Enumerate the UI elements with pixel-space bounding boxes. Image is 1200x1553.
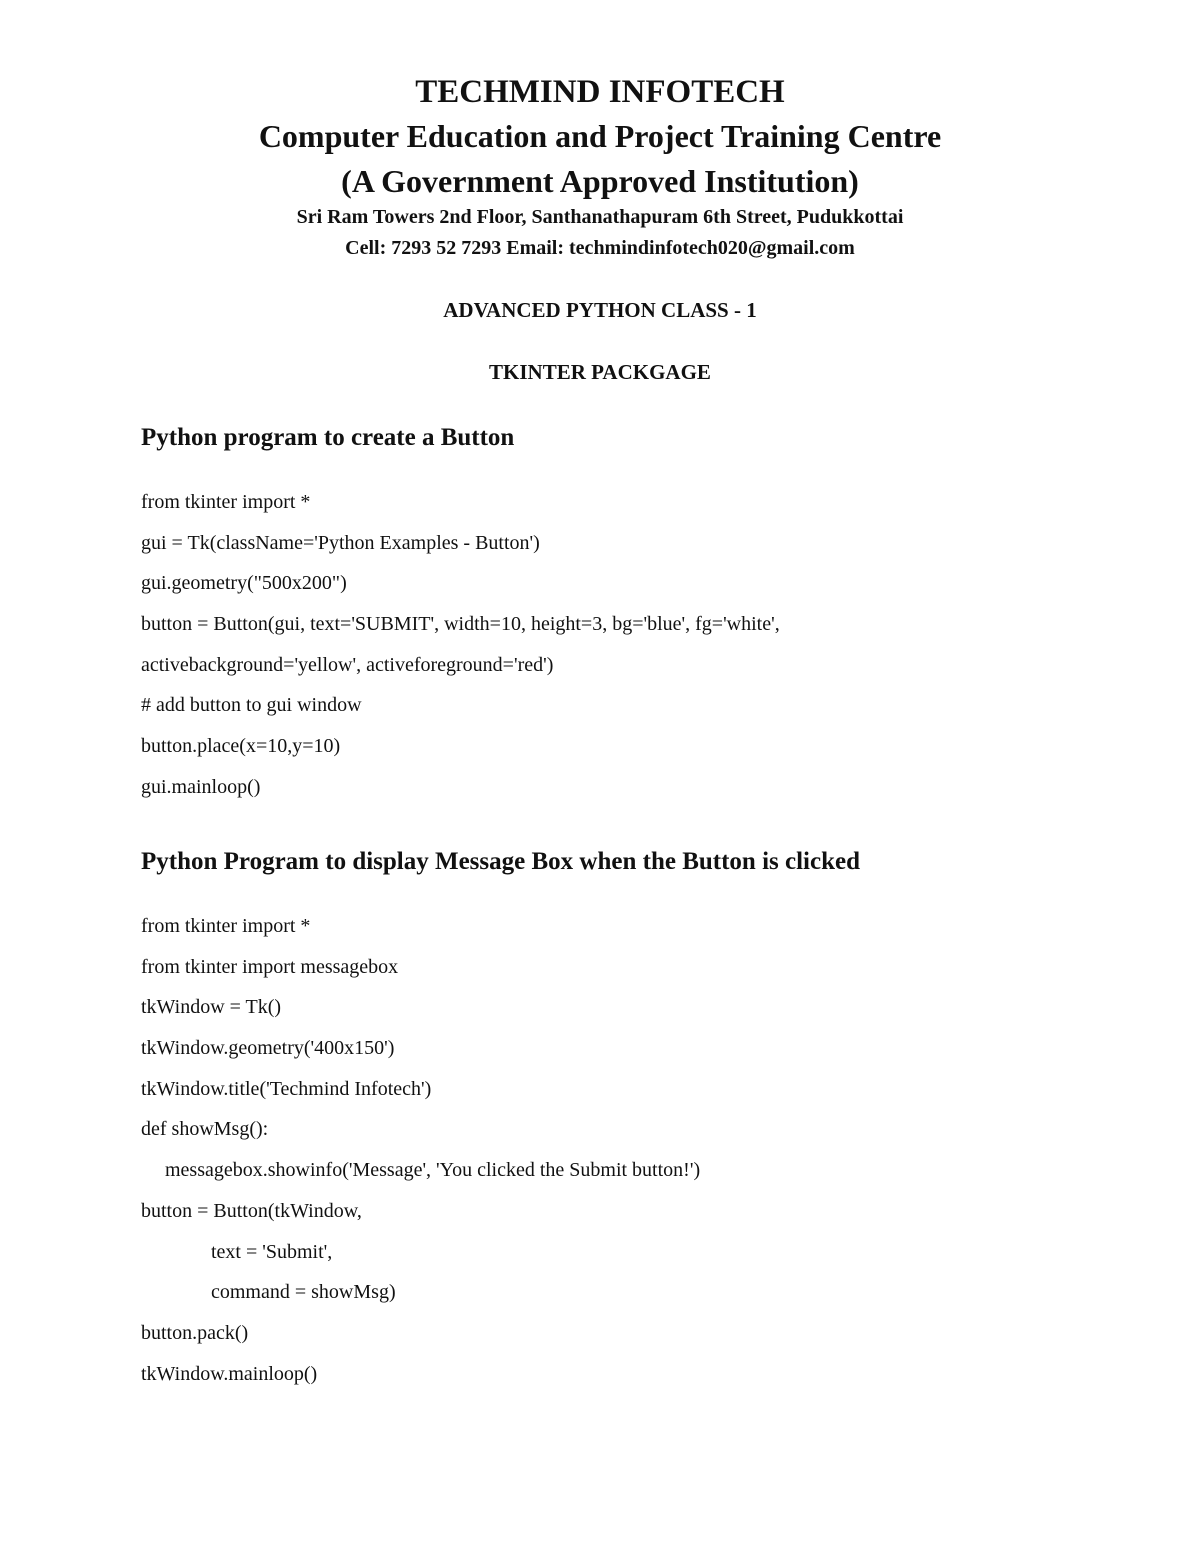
org-address: Sri Ram Towers 2nd Floor, Santhanathapuram 6th Street, Pudukkottai xyxy=(296,206,904,228)
code-line: tkWindow.geometry('400x150') xyxy=(141,1037,395,1060)
code-block-message-box xyxy=(141,912,700,1400)
code-line: gui.mainloop() xyxy=(141,775,261,798)
code-line: messagebox.showinfo('Message', 'You clicked the Submit button!') xyxy=(165,1159,701,1182)
code-line: from tkinter import * xyxy=(141,915,311,937)
code-line: tkWindow = Tk() xyxy=(141,996,282,1019)
section-heading-create-button: Python program to create a Button xyxy=(141,424,515,451)
code-line: button.place(x=10,y=10) xyxy=(141,735,341,758)
code-line: text = 'Submit', xyxy=(211,1240,333,1263)
org-status: (A Government Approved Institution) xyxy=(341,163,859,199)
code-line: button = Button(tkWindow, xyxy=(141,1199,362,1222)
code-line: activebackground='yellow', activeforeground='red') xyxy=(141,653,554,676)
code-line: button = Button(gui, text='SUBMIT', width=10, height=3, bg='blue', fg='white', xyxy=(141,613,780,636)
code-line: button.pack() xyxy=(141,1321,249,1344)
code-line: command = showMsg) xyxy=(211,1281,396,1304)
code-block-create-button xyxy=(141,488,780,814)
code-line: gui.geometry("500x200") xyxy=(141,572,347,595)
org-name: TECHMIND INFOTECH xyxy=(415,74,785,110)
org-tagline: Computer Education and Project Training Centre xyxy=(258,118,942,154)
section-heading-message-box: Python Program to display Message Box when the Button is clicked xyxy=(141,848,860,875)
code-line: # add button to gui window xyxy=(141,694,362,717)
code-line: gui = Tk(className='Python Examples - Button') xyxy=(141,531,540,554)
topic-title: TKINTER PACKGAGE xyxy=(489,360,711,384)
class-title: ADVANCED PYTHON CLASS - 1 xyxy=(443,298,757,322)
code-line: from tkinter import * xyxy=(141,491,311,513)
org-contact: Cell: 7293 52 7293 Email: techmindinfotech020@gmail.com xyxy=(345,237,855,259)
code-line: from tkinter import messagebox xyxy=(141,955,399,978)
code-line: def showMsg(): xyxy=(141,1118,269,1141)
code-line: tkWindow.title('Techmind Infotech') xyxy=(141,1077,432,1100)
code-line: tkWindow.mainloop() xyxy=(141,1362,318,1385)
